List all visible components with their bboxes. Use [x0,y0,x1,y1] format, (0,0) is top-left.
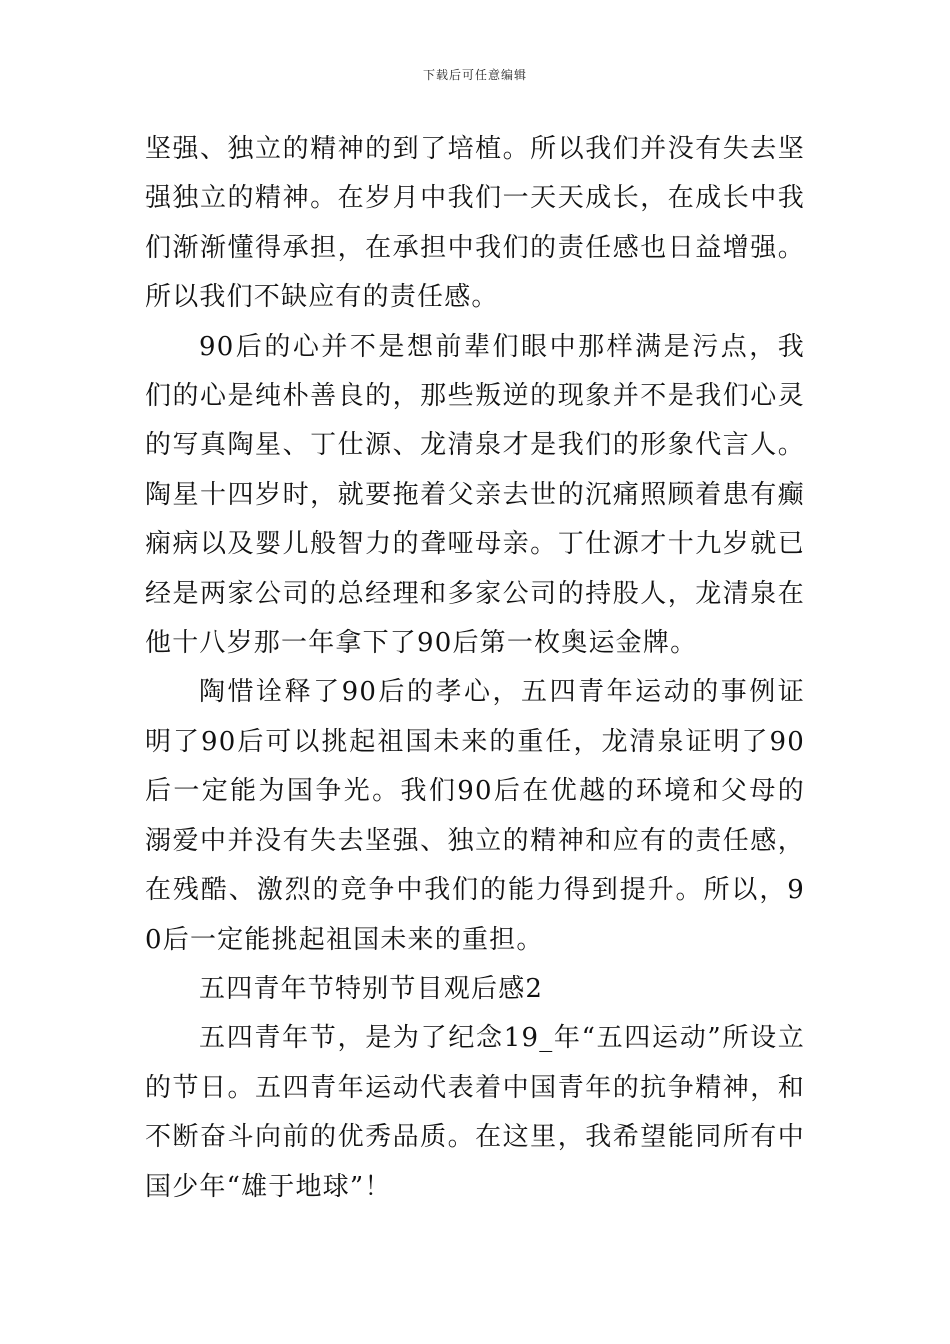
paragraph-2: 90后的心并不是想前辈们眼中那样满是污点，我们的心是纯朴善良的，那些叛逆的现象并不是我们心灵的写真陶星、丁仕源、龙清泉才是我们的形象代言人。陶星十四岁时，就要拖着父亲去世的沉痛照顾着患有癫痫病以及婴儿般智力的聋哑母亲。丁仕源才十九岁就已经是两家公司的总经理和多家公司的持股人，龙清泉在他十八岁那一年拿下了90后第一枚奥运金牌。 [145,331,805,659]
section-heading: 五四青年节特别节目观后感2 [199,973,544,1004]
document-body [145,125,805,1212]
paragraph-1: 坚强、独立的精神的到了培植。所以我们并没有失去坚强独立的精神。在岁月中我们一天天成长，在成长中我们渐渐懂得承担，在承担中我们的责任感也日益增强。所以我们不缺应有的责任感。 [145,134,805,313]
paragraph-4: 五四青年节，是为了纪念19_年“五四运动”所设立的节日。五四青年运动代表着中国青年的抗争精神，和不断奋斗向前的优秀品质。在这里，我希望能同所有中国少年“雄于地球”！ [145,1023,805,1202]
paragraph-3: 陶惜诠释了90后的孝心，五四青年运动的事例证明了90后可以挑起祖国未来的重任，龙清泉证明了90后一定能为国争光。我们90后在优越的环境和父母的溺爱中并没有失去坚强、独立的精神和应有的责任感，在残酷、激烈的竞争中我们的能力得到提升。所以，90后一定能挑起祖国未来的重担。 [145,677,805,955]
page-header: 下载后可任意编辑 [422,68,527,82]
